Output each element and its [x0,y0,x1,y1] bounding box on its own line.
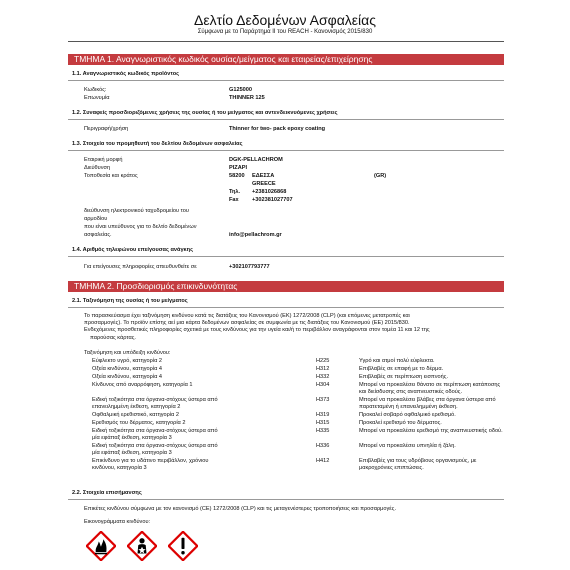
hazard-code: H373 [316,397,330,403]
subsection-2-1-title: 2.1. Ταξινόμηση της ουσίας ή του μείγματος [72,298,188,304]
hazard-class-text: Οφθαλμική ερεθιστικό, κατηγορία 2 [92,412,179,418]
company-value: DGK-PELLACHROM [229,157,283,163]
hazard-statement-text: και διείσδυσης στις αναπνευστικές οδούς. [359,389,463,395]
country-value: GREECE [252,181,276,187]
paragraph-line: Το παρασκεύασμα έχει ταξινόμηση κινδύνου κατά τις διατάξεις του Κανονισμού (ΕΚ) 1272/2008 (CLP) (και επόμενες μετατροπές και [84,313,410,319]
city-label: Τοποθεσία και κράτος [84,173,138,179]
address-label: Διεύθυνση [84,165,111,171]
product-code-label: Κωδικός: [84,87,107,93]
subsection-divider [68,256,504,257]
hazard-statement-text: μακροχρόνιες επιπτώσεις. [359,465,424,471]
hazard-class-text: μία εφάπαξ έκθεση, κατηγορία 3 [92,450,172,456]
hazard-statement-text: Μπορεί να προκαλέσει υπνηλία ή ζάλη. [359,443,456,449]
classification-label: Ταξινόμηση και υπόδειξη κινδύνου: [84,350,171,356]
hazard-class-text: Κίνδυνος από αναρρόφηση, κατηγορία 1 [92,382,193,388]
pictograms-label: Εικονογράμματα κινδύνου: [84,519,151,525]
document-subtitle: Σύμφωνα με το Παράρτημα II του REACH - Κανονισμός 2015/830 [197,29,373,35]
hazard-statement-text: παρατεταμένη ή επανειλημμένη έκθεση. [359,404,458,410]
emergency-phone-value: +302107793777 [229,264,270,270]
hazard-code: H225 [316,358,330,364]
paragraph-line: παρούσας κάρτας. [90,334,136,341]
email-label-line-4: ασφαλείας. [84,232,112,238]
company-label: Εταιρική μορφή [84,157,123,163]
exclamation-pictogram [168,531,198,561]
subsection-1-3-title: 1.3. Στοιχεία του προμηθευτή του δελτίου δεδομένων ασφαλείας [72,141,243,147]
hazard-statement-text: Επιβλαβές σε επαφή με το δέρμα. [359,366,444,372]
use-label: Περιγραφή/χρήση [84,126,129,132]
hazard-class-text: Ειδική τοξικότητα στα όργανα-στόχους ύστερα από [92,397,218,403]
hazard-code: H335 [316,428,330,434]
labelling-paragraph: Επικέτες κινδύνου σύμφωνα με τον κανονισμό (CE) 1272/2008 (CLP) και τις μεταγενέστερες τροποποιήσεις και προσαρμογές. [84,506,397,512]
header-divider [68,41,504,42]
postcode-value: 58200 [229,173,245,179]
paragraph-line: προσαρμογές). Το προϊόν επίσης αεί μια κάρτα δεδομένων ασφαλείας σε συμφωνία με τις διατάξεις του Κανονισμού (ΕΕ) 2015/830. [84,320,410,327]
product-name-value: THINNER 125 [229,95,265,101]
section-2-heading: ΤΜΗΜΑ 2. Προσδιορισμός επικινδυνότητας [68,281,504,292]
hazard-statement-text: Μπορεί να προκαλέσει ερεθισμό της αναπνευστικής οδού. [359,428,503,434]
hazard-class-text: Οξεία κινδύνου, κατηγορία 4 [92,374,162,380]
hazard-statement-text: Προκαλεί σοβαρό οφθαλμικό ερεθισμό. [359,412,456,418]
flame-pictogram [86,531,116,561]
hazard-code: H332 [316,374,330,380]
city-value: ΕΔΕΣΣΑ [252,173,275,179]
document-title: Δελτίο Δεδομένων Ασφαλείας [193,12,376,28]
subsection-divider [68,80,504,81]
subsection-divider [68,119,504,120]
hazard-code: H312 [316,366,330,372]
fax-value: +302381027707 [252,197,293,203]
subsection-1-4-title: 1.4. Αριθμός τηλεφώνου επείγουσας ανάγκης [72,247,194,253]
use-value: Thinner for two- pack epoxy coating [229,126,326,132]
subsection-divider [68,499,504,500]
subsection-1-2-title: 1.2. Συναφείς προσδιοριζόμενες χρήσεις της ουσίας ή του μείγματος και αντενδεικνυόμενες χρήσεις [72,110,338,116]
hazard-class-text: μία εφάπαξ έκθεση, κατηγορία 3 [92,435,172,441]
hazard-class-text: επανειλημμένη έκθεση, κατηγορία 2 [92,404,181,410]
tel-value: +2381026868 [252,189,287,195]
country-code-value: (GR) [374,173,387,179]
hazard-class-text: Ειδική τοξικότητα στα όργανα-στόχους ύστερα από [92,443,218,449]
hazard-code: H336 [316,443,330,449]
email-label-line-1: διεύθυνση ηλεκτρονικού ταχυδρομείου του [84,208,189,214]
subsection-2-2-title: 2.2. Στοιχεία επισήμανσης [72,490,142,496]
hazard-class-text: Οξεία κινδύνου, κατηγορία 4 [92,366,162,372]
hazard-code: H315 [316,420,330,426]
hazard-statement-text: Μπορεί να προκαλέσει θάνατο σε περίπτωση κατάποσης [359,382,501,388]
hazard-code: H304 [316,382,330,388]
hazard-statement-text: Επιβλαβές για τους υδρόβιους οργανισμούς, με [359,458,477,464]
subsection-divider [68,150,504,151]
hazard-class-text: Ειδική τοξικότητα στα όργανα-στόχους ύστερα από [92,428,218,434]
health-hazard-pictogram [127,531,157,561]
hazard-class-text: Επικίνδυνο για το υδάτινο περιβάλλον, χρόνιου [92,458,209,464]
hazard-class-text: Εύφλεκτο υγρό, κατηγορία 2 [92,358,162,364]
hazard-code: H412 [316,458,330,464]
emergency-label: Για επείγουσες πληροφορίες απευθυνθείτε σε [84,264,197,270]
tel-label: Τηλ. [229,189,241,195]
hazard-class-text: Ερεθισμός του δέρματος, κατηγορία 2 [92,420,186,426]
hazard-code: H319 [316,412,330,418]
email-value[interactable]: info@pellachrom.gr [229,232,282,238]
subsection-divider [68,307,504,308]
hazard-statement-text: Μπορεί να προκαλέσει βλάβες στα όργανα ύστερα από [359,397,496,403]
email-label-line-3: που είναι υπεύθυνος για το δελτίο δεδομένων [84,224,197,230]
classification-paragraph [84,313,496,342]
product-name-label: Επωνυμία [84,95,110,101]
section-1-heading: ΤΜΗΜΑ 1. Αναγνωριστικός κωδικός ουσίας/μείγματος και εταιρείας/επιχείρησης [68,54,504,65]
hazard-statement-text: Επιβλαβές σε περίπτωση εισπνοής. [359,374,449,380]
email-label-line-2: αρμοδίου [84,216,108,222]
subsection-1-1-title: 1.1. Αναγνωριστικός κωδικός προϊόντος [72,71,180,77]
hazard-class-text: κινδύνου, κατηγορία 3 [92,465,147,471]
address-value: PIZAPI [229,165,248,171]
hazard-statement-text: Υγρό και ατμοί πολύ εύφλεκτα. [359,358,435,364]
product-code-value: G125000 [229,87,253,93]
fax-label: Fax [229,197,239,203]
hazard-statement-text: Προκαλεί ερεθισμό του δέρματος. [359,420,442,426]
paragraph-line: Ενδεχόμενες προσθετικές πληροφορίες σχετικά με τους κινδύνους για την υγεία και/ή το περιβάλλον αναγράφονται στον τομέα 11 και 12 της [84,327,430,334]
